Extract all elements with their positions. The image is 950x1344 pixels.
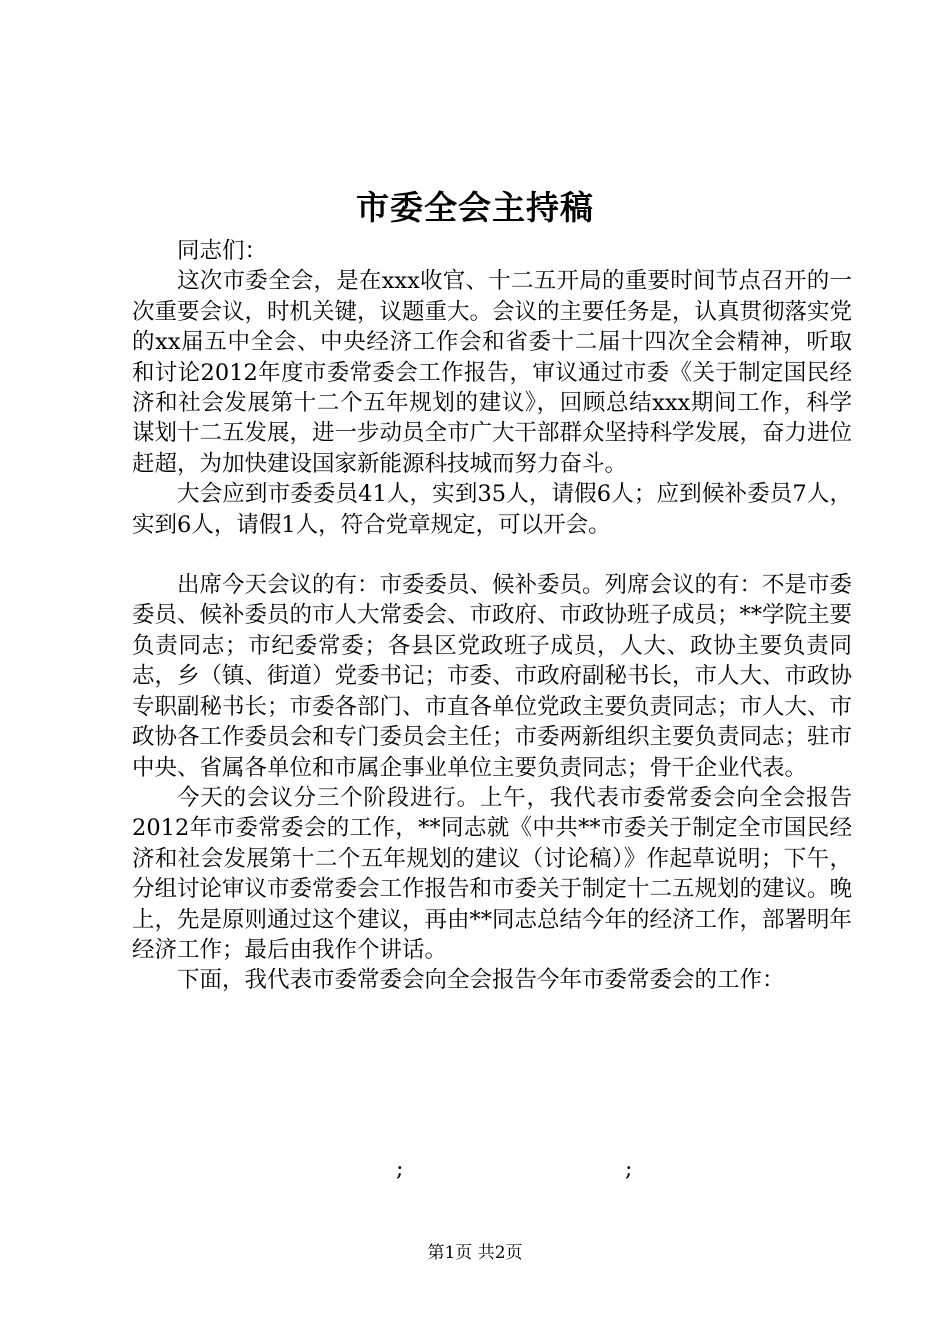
blank-mark: ; [396,1157,404,1182]
paragraph-agenda: 今天的会议分三个阶段进行。上午，我代表市委常委会向全会报告2012年市委常委会的工作，**同志就《中共**市委关于制定全市国民经济和社会发展第十二个五年规划的建议（讨论稿）》作起草说明；下午，分组讨论审议市委常委会工作报告和市委关于制定十二五规划的建议。晚上，先是原则通过这个建议，再由**同志总结今年的经济工作，部署明年经济工作；最后由我作个讲话。 [132,784,853,963]
blank-mark: ; [625,1157,633,1182]
paragraph-attendees: 出席今天会议的有：市委委员、候补委员。列席会议的有：不是市委委员、候补委员的市人大常委会、市政府、市政协班子成员；**学院主要负责同志；市纪委常委；各县区党政班子成员，人大、政协主要负责同志，乡（镇、街道）党委书记；市委、市政府副秘书长，市人大、市政协专职副秘书长；市委各部门、市直各单位党政主要负责同志；市人大、市政协各工作委员会和专门委员会主任；市委两新组织主要负责同志；驻市中央、省属各单位和市属企事业单位主要负责同志；骨干企业代表。 [132,572,853,781]
greeting-line: 同志们： [177,238,268,264]
document-body [132,236,852,996]
paragraph-attendance: 大会应到市委委员41人，实到35人，请假6人；应到候补委员7人，实到6人，请假1人，符合党章规定，可以开会。 [132,481,852,538]
page-footer: 第1页 共2页 [427,1243,523,1263]
document-title: 市委全会主持稿 [356,188,594,227]
paragraph-report-intro: 下面，我代表市委常委会向全会报告今年市委常委会的工作： [177,967,785,994]
paragraph-meeting-purpose: 这次市委全会，是在xxx收官、十二五开局的重要时间节点召开的一次重要会议，时机关键，议题重大。会议的主要任务是，认真贯彻落实党的xx届五中全会、中央经济工作会和省委十二届十四次全会精神，听取和讨论2012年度市委常委会工作报告，审议通过市委《关于制定国民经济和社会发展第十二个五年规划的建议》，回顾总结xxx期间工作，科学谋划十二五发展，进一步动员全市广大干部群众坚持科学发展，奋力进位赶超，为加快建设国家新能源科技城而努力奋斗。 [132,268,853,477]
